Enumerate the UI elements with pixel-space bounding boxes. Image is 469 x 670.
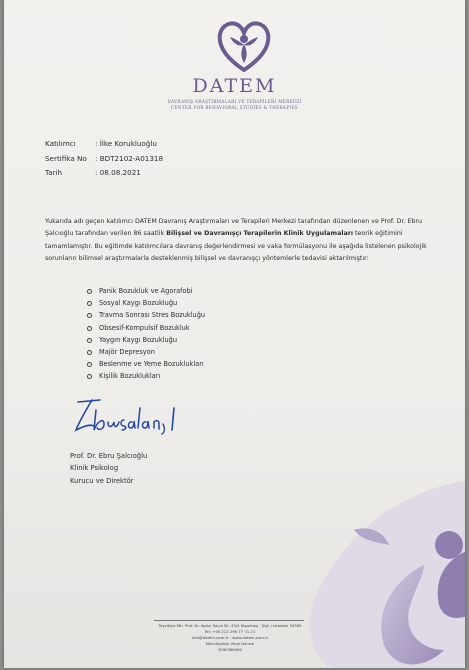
course-title: Bilişsel ve Davranışçı Terapilerin Klinik Uygulamaları [166, 230, 353, 238]
footer-address: Teşvikiye Mh. Prof. Dr. Aydın Sayılı Sk. 43/4 Nişantaşı · Şişli / İstanbul 34365 [158, 623, 302, 628]
participant-row [45, 139, 157, 148]
list-item: Majör Depresyon [87, 346, 205, 358]
list-item: Kişilik Bozuklukları [87, 370, 205, 382]
logo-subtitle-tr: DAVRANIŞ ARAŞTIRMALARI VE TERAPİLERİ MERKEZİ [167, 99, 302, 104]
participant-label: Katılımcı [45, 139, 76, 148]
footer-email-web: info@datem.com.tr · www.datem.com.tr [191, 635, 269, 640]
signer-name: Prof. Dr. Ebru Şalcıoğlu [70, 452, 148, 460]
list-item: Panik Bozukluk ve Agorafobi [87, 285, 205, 297]
datem-logo-icon [216, 20, 272, 72]
list-item: Beslenme ve Yeme Bozuklukları [87, 358, 205, 370]
logo-wordmark: DATEM [192, 75, 277, 97]
list-item: Yaygın Kaygı Bozukluğu [87, 334, 205, 346]
date-value: : 08.08.2021 [95, 168, 141, 177]
participant-value: : İlke Korukluoğlu [95, 139, 157, 148]
signer-title: Klinik Psikolog [70, 464, 119, 472]
list-item: Travma Sonrası Stres Bozukluğu [87, 309, 205, 321]
footer-divider [154, 620, 304, 621]
certificate-page [4, 0, 465, 668]
body-text-part2: teorik eğitimini tamamlamıştır. Bu eğitimde katılımcılara davranış değerlendirmesi ve vaka formülasyonu ile aşağıda listelenen psikolojik sorunların bilimsel araştırmalarla desteklenmiş bilişsel ve davranışçı yöntemlerle tedavisi aktarılmıştır: [45, 230, 427, 262]
body-text-part1: Yukarıda adı geçen katılımcı DATEM Davranış Araştırmaları ve Terapileri Merkezi tarafından düzenlenen ve Prof. Dr. Ebru Şalcıoğlu tarafından verilen 86 saatlik [45, 218, 423, 238]
body-paragraph [45, 216, 430, 265]
footer-tax-number: 3090366464 [217, 647, 243, 652]
footer-phone: Tel: +90 212 296 77 71-72 [204, 629, 256, 634]
date-label: Tarih [45, 168, 63, 177]
list-item: Obsesif-Kompulsif Bozukluk [87, 322, 205, 334]
topics-list [87, 285, 205, 383]
signer-role: Kurucu ve Direktör [70, 477, 134, 485]
logo-subtitle-en: CENTER FOR BEHAVIORAL STUDIES & THERAPIES [171, 105, 298, 110]
certificate-row [45, 154, 163, 163]
date-row [45, 168, 141, 177]
handwritten-signature [70, 396, 182, 440]
certificate-label: Sertifika No [45, 154, 87, 163]
list-item: Sosyal Kaygı Bozukluğu [87, 297, 205, 309]
footer-tax-office: Mecidiyeköy Vergi Dairesi [205, 641, 255, 646]
certificate-value: : BDT2102-A01318 [95, 154, 164, 163]
